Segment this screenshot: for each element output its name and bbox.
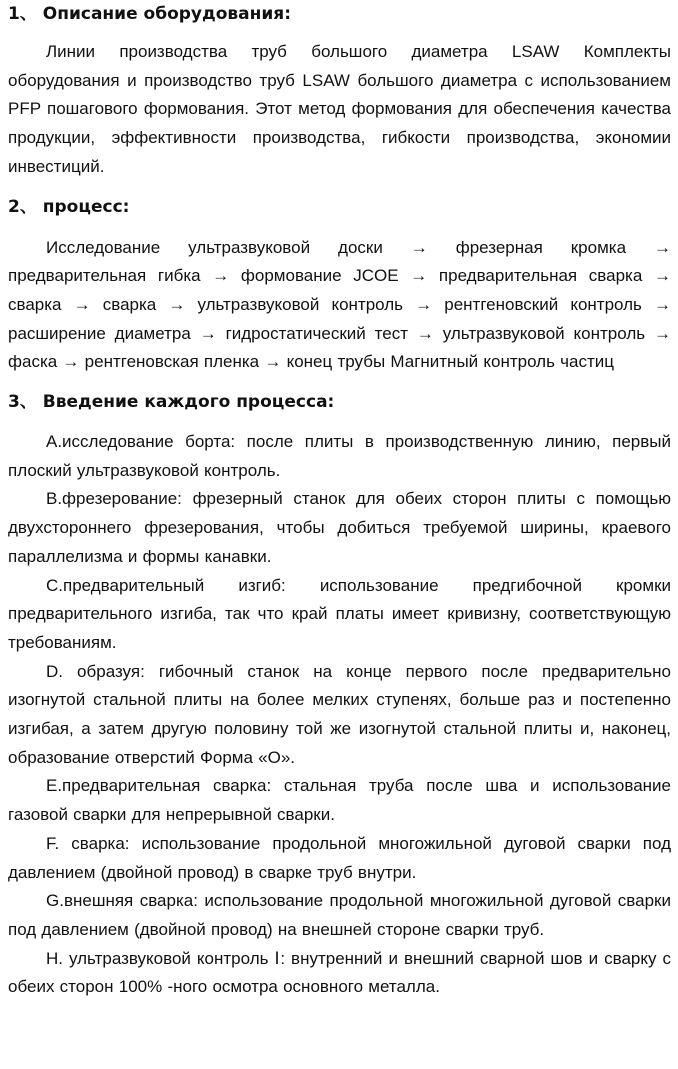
- process-step-h: H. ультразвуковой контроль Ⅰ: внутренний и внешний сварной шов и сварку с обеих сторон 100% -ного осмотра основного металла.: [8, 948, 671, 997]
- process-step-d: D. образуя: гибочный станок на конце первого после предварительно изогнутой стальной плиты на более мелких ступенях, больше раз и постепенно изгибая, а затем другую половину той же изогнутой стальной плиты и, наконец, образование отверстий Форма «O».: [8, 661, 671, 767]
- process-step-g: G.внешняя сварка: использование продольной многожильной дуговой сварки под давлением (двойной провод) на внешней стороне сварки труб.: [8, 891, 671, 939]
- process-step-e: E.предварительная сварка: стальная труба после шва и использование газовой сварки для непрерывной сварки.: [8, 776, 671, 825]
- process-step-a: A.исследование борта: после плиты в производственную линию, первый плоский ультразвуковой контроль.: [8, 432, 671, 480]
- section-1-paragraph: Линии производства труб большого диаметра LSAW Комплекты оборудования и производство труб LSAW большого диаметра с использованием PFP пошагового формования. Этот метод формования для обеспечения качества продукции, эффективности производства, гибкости производства, экономии инвестиций.: [8, 42, 671, 176]
- section-1-title: Описание оборудования:: [42, 4, 292, 24]
- section-1-heading: [8, 0, 671, 28]
- section-3-heading: [8, 388, 671, 416]
- section-2-heading: [8, 193, 671, 221]
- process-steps-list: [8, 428, 671, 1002]
- section-2-title: процесс:: [42, 196, 130, 217]
- section-1-number: 1、: [8, 4, 37, 24]
- section-2-number: 2、: [8, 196, 37, 217]
- section-3-title: Введение каждого процесса:: [42, 392, 335, 413]
- process-step-b: B.фрезерование: фрезерный станок для обеих сторон плиты с помощью двухстороннего фрезерования, чтобы добиться требуемой ширины, краевого параллелизма и формы канавки.: [8, 489, 671, 566]
- section-2-paragraph: Исследование ультразвуковой доски → фрезерная кромка → предварительная гибка → формование JCOE → предварительная сварка → сварка → сварка → ультразвуковой контроль → рентгеновский контроль → расширение диаметра → гидростатический тест → ультразвуковой контроль → фаска → рентгеновская пленка → конец трубы Магнитный контроль частиц: [8, 237, 671, 372]
- document-page: [8, 0, 671, 1002]
- process-step-f: F. сварка: использование продольной многожильной дуговой сварки под давлением (двойной провод) в сварке труб внутри.: [8, 833, 671, 882]
- process-step-c: C.предварительный изгиб: использование предгибочной кромки предварительного изгиба, так что край платы имеет кривизну, соответствующую требованиям.: [8, 575, 671, 652]
- section-3-number: 3、: [8, 392, 37, 413]
